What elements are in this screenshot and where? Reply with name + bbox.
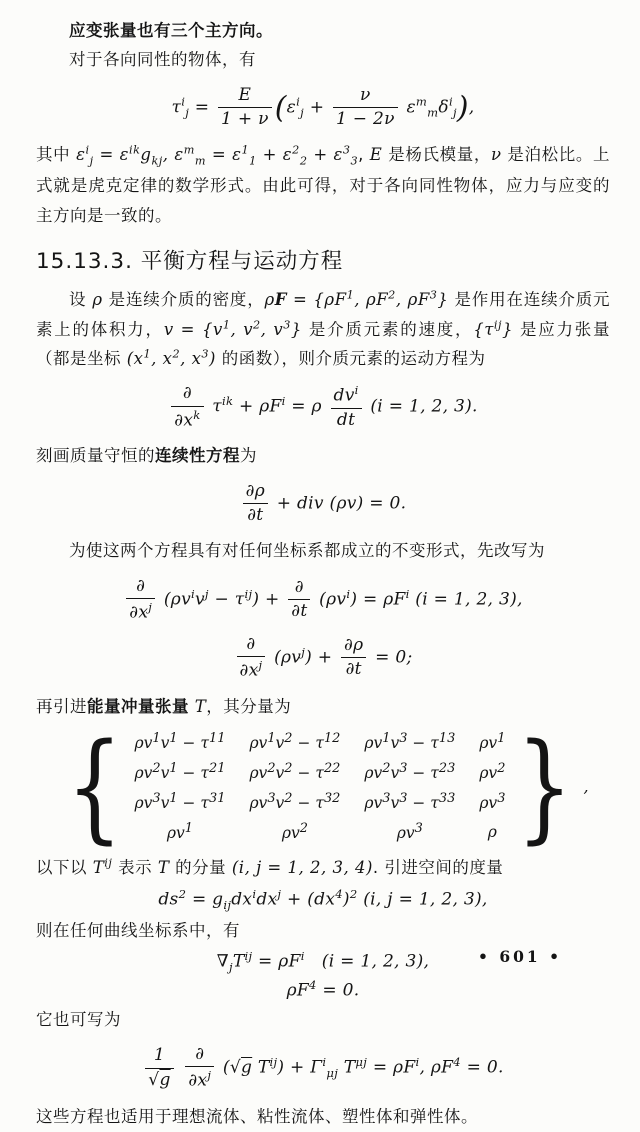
page-number: • 601 • — [478, 947, 562, 966]
paragraph-tensor-components: 以下以 $T^{ij}$ 表示 T 的分量 (i, j = 1, 2, 3, 4). 引进空间的度量 — [36, 856, 504, 878]
matrix-cell: $\rho v^2v^2 - \tau^{22}$ — [249, 760, 341, 782]
matrix-cell: $\rho v^2v^1 - \tau^{21}$ — [134, 760, 226, 782]
paragraph-invariant-form: 为使这两个方程具有对任何坐标系都成立的不变形式，先改写为 — [69, 541, 545, 561]
matrix-cell: $\rho v^3$ — [479, 790, 506, 812]
paragraph-isotropic-body: 对于各向同性的物体，有 — [69, 50, 256, 70]
matrix-cell: $\rho v^2$ — [281, 820, 308, 843]
matrix-trailing-comma: , — [583, 776, 589, 796]
matrix-grid — [135, 731, 506, 843]
matrix-cell: $\rho v^1$ — [479, 730, 506, 752]
matrix-cell: $\rho v^1v^1 - \tau^{11}$ — [134, 730, 226, 752]
paragraph-energy-momentum-tensor: 再引进能量冲量张量 T，其分量为 — [36, 696, 292, 716]
matrix-cell: $\rho v^3$ — [396, 820, 423, 843]
matrix-cell: $\rho v^2$ — [479, 760, 506, 782]
formula-continuity-equation: $\frac{\partial\rho}{\partial t}$ + div (ρv) = 0. — [36, 481, 610, 527]
formula-covariant-divergence: $\nabla_jT^{ij} = \rho F^i$ (i = 1, 2, 3), — [216, 949, 430, 975]
formula-space-metric: $ds^2 = g_{ij}dx^idx^j + (dx^4)^2$ (i, j = 1, 2, 3), — [158, 886, 488, 912]
paragraph-alternative-form: 它也可写为 — [36, 1009, 121, 1029]
matrix-right-brace: } — [516, 717, 574, 856]
paragraph-hooke-explanation: 其中 $\varepsilon^i_j = \varepsilon^{ik}g_{kj}$, $\varepsilon^m_m = \varepsilon^1_1 + \varepsilon^2_2 + \varepsilon^3_3$, E 是杨氏模量，ν 是泊松比。上式就是虎克定律的数学形式。由此可得，对于各向同性物体，应力与应变的主方向是一致的。 — [36, 143, 611, 225]
matrix-cell: $\rho v^1$ — [166, 820, 194, 843]
formula-rho-f4-zero: $\rho F^4 = 0$. — [286, 978, 360, 1001]
matrix-left-brace: { — [66, 717, 124, 856]
matrix-cell: $\rho v^1v^2 - \tau^{12}$ — [249, 730, 341, 752]
paragraph-curvilinear-coordinates: 则在任何曲线坐标系中，有 — [36, 920, 240, 940]
formula-rewritten-motion: $\frac{\partial}{\partial x^j}$ $(\rho v^iv^j - \tau^{ij})$ + $\frac{\partial}{\partial t}$ $(\rho v^i) = \rho F^i$ (i = 1, 2, 3), — [36, 576, 610, 624]
paragraph-strain-principal-directions: 应变张量也有三个主方向。 — [69, 21, 273, 40]
formula-christoffel-form: $\frac{1}{√g}$ $\frac{\partial}{\partial x^j}$ (√g $T^{ij}) + \Gamma^i_{\mu j}$ $T^{\mu j} = \rho F^i$, $\rho F^4 = 0$. — [36, 1044, 610, 1092]
paragraph-applicability: 这些方程也适用于理想流体、粘性流体、塑性体和弹性体。 — [36, 1107, 478, 1127]
formula-hooke-law: $\tau^i_j$ = $\frac{E}{1 + \nu}$ ($\varepsilon^i_j$ + $\frac{\nu}{1 - 2\nu}$ $\varepsilon^m_m\delta^i_j$), — [171, 84, 475, 129]
formula-rewritten-continuity: $\frac{\partial}{\partial x^j}$ $(\rho v^j)$ + $\frac{\partial\rho}{\partial t}$ = 0; — [36, 634, 610, 682]
matrix-cell: $\rho v^3v^2 - \tau^{32}$ — [249, 790, 341, 812]
section-heading: 15.13.3. 平衡方程与运动方程 — [36, 249, 344, 275]
energy-momentum-tensor-matrix — [36, 717, 610, 856]
matrix-cell: $\rho v^1v^3 - \tau^{13}$ — [364, 730, 456, 752]
matrix-cell: $\rho v^3v^3 - \tau^{33}$ — [364, 790, 456, 812]
matrix-cell: $\rho v^3v^1 - \tau^{31}$ — [134, 790, 226, 812]
paragraph-mass-conservation: 刻画质量守恒的连续性方程为 — [36, 446, 257, 466]
matrix-cell: ρ — [487, 822, 497, 841]
formula-equation-of-motion: $\frac{\partial}{\partial x^k}$ $\tau^{ik} + \rho F^i = \rho$ $\frac{dv^i}{dt}$ (i = 1, 2, 3). — [36, 383, 610, 431]
matrix-cell: $\rho v^2v^3 - \tau^{23}$ — [364, 760, 456, 782]
paragraph-continuum-definitions: 设 ρ 是连续介质的密度，$\rho F = \{\rho F^1$, $\rho F^2$, $\rho F^3$} 是作用在连续介质元素上的体积力，$v = \{v^1$, $v^2$, $v^3$} 是介质元素的速度，$\{\tau^{ij}\}$ 是应力张量（都是坐标 ($x^1$, $x^2$, $x^3$) 的函数），则介质元素的运动方程为 — [36, 288, 611, 368]
